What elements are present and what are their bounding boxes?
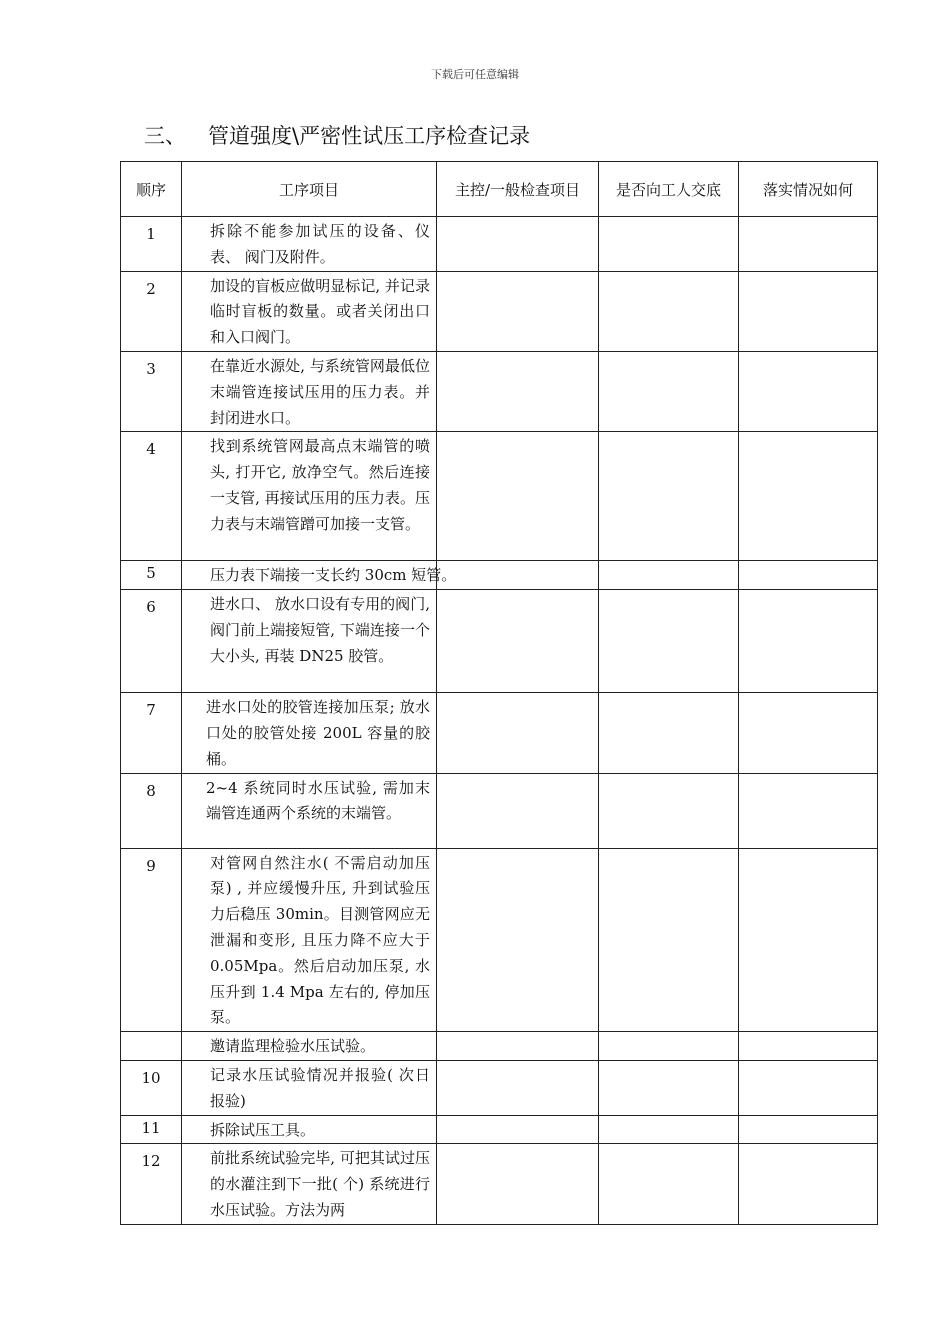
row-check-cell [437, 1144, 599, 1224]
row-check-cell [437, 561, 599, 590]
row-seq: 6 [121, 590, 182, 693]
row-briefing-cell [599, 848, 739, 1032]
row-item: 记录水压试验情况并报验( 次日报验) [182, 1060, 437, 1115]
table-row [121, 590, 878, 693]
row-item: 进水口处的胶管连接加压泵; 放水口处的胶管处接 200L 容量的胶桶。 [182, 693, 437, 773]
row-seq: 7 [121, 693, 182, 773]
row-item: 压力表下端接一支长约 30cm 短管。 [182, 561, 437, 590]
row-implementation-cell [739, 773, 878, 848]
row-check-cell [437, 1060, 599, 1115]
row-implementation-cell [739, 590, 878, 693]
table-row [121, 1032, 878, 1061]
row-seq: 2 [121, 271, 182, 351]
row-implementation-cell [739, 1032, 878, 1061]
row-item: 前批系统试验完毕, 可把其试过压的水灌注到下一批( 个) 系统进行水压试验。方法为两 [182, 1144, 437, 1224]
table-row [121, 1144, 878, 1224]
row-check-cell [437, 351, 599, 431]
section-title [144, 120, 530, 150]
row-check-cell [437, 693, 599, 773]
row-briefing-cell [599, 1144, 739, 1224]
header-process-item: 工序项目 [182, 162, 437, 217]
row-check-cell [437, 1115, 599, 1144]
row-implementation-cell [739, 351, 878, 431]
header-note: 下载后可任意编辑 [431, 68, 519, 81]
row-briefing-cell [599, 561, 739, 590]
row-seq: 8 [121, 773, 182, 848]
table-header-row [121, 162, 878, 217]
section-title-text: 管道强度\严密性试压工序检查记录 [208, 124, 531, 148]
row-seq: 10 [121, 1060, 182, 1115]
table-row [121, 432, 878, 561]
header-worker-briefing: 是否向工人交底 [599, 162, 739, 217]
row-seq [121, 1032, 182, 1061]
row-item: 拆除不能参加试压的设备、仪表、 阀门及附件。 [182, 217, 437, 272]
row-seq: 3 [121, 351, 182, 431]
row-seq: 5 [121, 561, 182, 590]
row-item: 2~4 系统同时水压试验, 需加末端管连通两个系统的末端管。 [182, 773, 437, 848]
row-item: 进水口、 放水口设有专用的阀门, 阀门前上端接短管, 下端连接一个大小头, 再装 DN25 胶管。 [182, 590, 437, 693]
row-item: 找到系统管网最高点末端管的喷头, 打开它, 放净空气。然后连接一支管, 再接试压用的压力表。压力表与末端管蹭可加接一支管。 [182, 432, 437, 561]
row-seq: 1 [121, 217, 182, 272]
header-check-item: 主控/一般检查项目 [437, 162, 599, 217]
table-row [121, 693, 878, 773]
row-implementation-cell [739, 848, 878, 1032]
header-sequence: 顺序 [121, 162, 182, 217]
table-row [121, 848, 878, 1032]
row-briefing-cell [599, 590, 739, 693]
row-item: 邀请监理检验水压试验。 [182, 1032, 437, 1061]
row-briefing-cell [599, 1060, 739, 1115]
row-check-cell [437, 271, 599, 351]
row-implementation-cell [739, 432, 878, 561]
row-check-cell [437, 848, 599, 1032]
row-implementation-cell [739, 693, 878, 773]
table-row [121, 1060, 878, 1115]
row-seq: 9 [121, 848, 182, 1032]
row-briefing-cell [599, 1032, 739, 1061]
row-briefing-cell [599, 351, 739, 431]
row-implementation-cell [739, 1115, 878, 1144]
table-row [121, 217, 878, 272]
row-briefing-cell [599, 693, 739, 773]
row-implementation-cell [739, 1060, 878, 1115]
table-row [121, 271, 878, 351]
table-row [121, 1115, 878, 1144]
row-check-cell [437, 773, 599, 848]
row-briefing-cell [599, 432, 739, 561]
table-row [121, 561, 878, 590]
row-implementation-cell [739, 561, 878, 590]
row-briefing-cell [599, 773, 739, 848]
row-implementation-cell [739, 1144, 878, 1224]
row-check-cell [437, 217, 599, 272]
row-seq: 4 [121, 432, 182, 561]
row-item: 对管网自然注水( 不需启动加压泵) , 并应缓慢升压, 升到试验压力后稳压 30min。目测管网应无泄漏和变形, 且压力降不应大于 0.05Mpa。然后启动加压泵, 水压升到 1.4 Mpa 左右的, 停加压泵。 [182, 848, 437, 1032]
row-item: 拆除试压工具。 [182, 1115, 437, 1144]
row-briefing-cell [599, 271, 739, 351]
header-implementation: 落实情况如何 [739, 162, 878, 217]
row-implementation-cell [739, 217, 878, 272]
row-briefing-cell [599, 1115, 739, 1144]
section-number: 三、 [144, 124, 186, 148]
process-inspection-table [120, 161, 878, 1225]
row-check-cell [437, 1032, 599, 1061]
row-item: 在靠近水源处, 与系统管网最低位末端管连接试压用的压力表。并封闭进水口。 [182, 351, 437, 431]
table-row [121, 351, 878, 431]
table-row [121, 773, 878, 848]
row-briefing-cell [599, 217, 739, 272]
row-check-cell [437, 590, 599, 693]
row-seq: 12 [121, 1144, 182, 1224]
row-seq: 11 [121, 1115, 182, 1144]
row-check-cell [437, 432, 599, 561]
row-item: 加设的盲板应做明显标记, 并记录临时盲板的数量。或者关闭出口和入口阀门。 [182, 271, 437, 351]
row-implementation-cell [739, 271, 878, 351]
